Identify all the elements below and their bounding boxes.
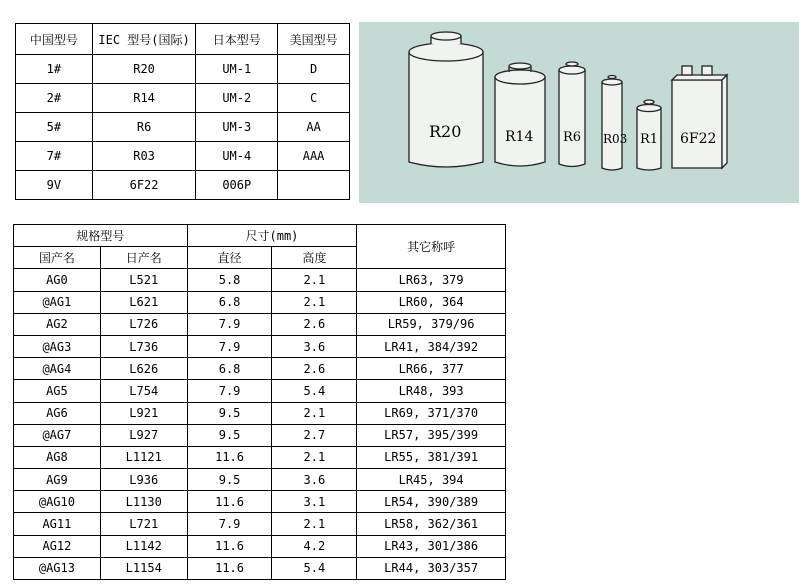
- table-cell: L736: [100, 335, 187, 357]
- battery-model-table-body: [16, 24, 350, 200]
- label-r6: R6: [563, 130, 582, 145]
- label-r14: R14: [505, 129, 534, 145]
- table-row: [16, 113, 350, 142]
- table-cell: C: [278, 84, 350, 113]
- table-cell: UM-4: [196, 142, 278, 171]
- table-cell: 11.6: [187, 446, 272, 468]
- table-cell: 5.8: [187, 269, 272, 291]
- table-cell: AG8: [14, 446, 101, 468]
- table-cell: 2#: [16, 84, 93, 113]
- table-cell: 2.7: [272, 424, 357, 446]
- table-row: [14, 358, 506, 380]
- table-row: [16, 142, 350, 171]
- table-cell: LR59, 379/96: [357, 313, 506, 335]
- table-cell: AAA: [278, 142, 350, 171]
- header-japanese-name: 日产名: [100, 247, 187, 269]
- table-cell: L936: [100, 469, 187, 491]
- table-cell: LR55, 381/391: [357, 446, 506, 468]
- table-row: [14, 269, 506, 291]
- table-cell: R14: [92, 84, 196, 113]
- table-cell: LR66, 377: [357, 358, 506, 380]
- table-cell: 6.8: [187, 291, 272, 313]
- header-japan-model: 日本型号: [196, 24, 278, 55]
- table-cell: AG12: [14, 535, 101, 557]
- header-other-names: 其它称呼: [357, 225, 506, 269]
- table-cell: 5.4: [272, 557, 357, 579]
- header-spec-model: 规格型号: [14, 225, 188, 247]
- table-cell: 2.1: [272, 513, 357, 535]
- table-cell: D: [278, 55, 350, 84]
- table-cell: AA: [278, 113, 350, 142]
- table-cell: 7.9: [187, 313, 272, 335]
- table-cell: 7.9: [187, 513, 272, 535]
- table-row: [14, 557, 506, 579]
- table-cell: 2.1: [272, 291, 357, 313]
- header-iec-model: IEC 型号(国际): [92, 24, 196, 55]
- table-cell: LR41, 384/392: [357, 335, 506, 357]
- table-cell: LR45, 394: [357, 469, 506, 491]
- table-cell: LR58, 362/361: [357, 513, 506, 535]
- table-cell: @AG3: [14, 335, 101, 357]
- table-row: [14, 513, 506, 535]
- table-cell: L726: [100, 313, 187, 335]
- battery-model-table: [15, 23, 350, 200]
- header-china-model: 中国型号: [16, 24, 93, 55]
- table-row: [14, 446, 506, 468]
- table-row: [14, 535, 506, 557]
- table-row: [14, 491, 506, 513]
- table-cell: 7.9: [187, 335, 272, 357]
- table-cell: @AG7: [14, 424, 101, 446]
- table-cell: 9.5: [187, 424, 272, 446]
- table-cell: 3.6: [272, 469, 357, 491]
- table-cell: LR54, 390/389: [357, 491, 506, 513]
- table-cell: AG11: [14, 513, 101, 535]
- table-row: [14, 402, 506, 424]
- header-size: 尺寸(mm): [187, 225, 357, 247]
- table-cell: AG5: [14, 380, 101, 402]
- table-cell: 6.8: [187, 358, 272, 380]
- table-cell: L626: [100, 358, 187, 380]
- table-cell: LR43, 301/386: [357, 535, 506, 557]
- table-cell: L1121: [100, 446, 187, 468]
- table-cell: L621: [100, 291, 187, 313]
- table-cell: L1154: [100, 557, 187, 579]
- header-row: [16, 24, 350, 55]
- table-cell: AG6: [14, 402, 101, 424]
- table-cell: LR60, 364: [357, 291, 506, 313]
- table-row: [14, 469, 506, 491]
- table-cell: 5#: [16, 113, 93, 142]
- table-cell: 7#: [16, 142, 93, 171]
- table-cell: UM-1: [196, 55, 278, 84]
- table-cell: L1130: [100, 491, 187, 513]
- label-r20: R20: [429, 122, 462, 141]
- table-cell: L921: [100, 402, 187, 424]
- table-row: [16, 84, 350, 113]
- table-row: [16, 55, 350, 84]
- table-cell: @AG1: [14, 291, 101, 313]
- table-cell: [278, 171, 350, 200]
- label-6f22: 6F22: [680, 131, 717, 147]
- group-header-row: [14, 225, 506, 247]
- header-us-model: 美国型号: [278, 24, 350, 55]
- table-cell: AG2: [14, 313, 101, 335]
- header-domestic-name: 国产名: [14, 247, 101, 269]
- table-cell: R6: [92, 113, 196, 142]
- table-cell: LR63, 379: [357, 269, 506, 291]
- table-cell: 7.9: [187, 380, 272, 402]
- table-cell: L927: [100, 424, 187, 446]
- table-cell: 006P: [196, 171, 278, 200]
- table-cell: @AG10: [14, 491, 101, 513]
- table-cell: 2.1: [272, 269, 357, 291]
- table-cell: L1142: [100, 535, 187, 557]
- table-cell: 3.1: [272, 491, 357, 513]
- table-cell: 11.6: [187, 535, 272, 557]
- table-cell: @AG13: [14, 557, 101, 579]
- button-cell-spec-table: [13, 224, 506, 580]
- table-cell: 9.5: [187, 469, 272, 491]
- table-cell: 2.6: [272, 313, 357, 335]
- table-row: [14, 335, 506, 357]
- table-cell: L721: [100, 513, 187, 535]
- table-cell: 4.2: [272, 535, 357, 557]
- table-cell: UM-2: [196, 84, 278, 113]
- table-cell: UM-3: [196, 113, 278, 142]
- table-cell: 2.6: [272, 358, 357, 380]
- table-cell: AG9: [14, 469, 101, 491]
- table-row: [14, 313, 506, 335]
- table-cell: R20: [92, 55, 196, 84]
- table-cell: 6F22: [92, 171, 196, 200]
- table-cell: 2.1: [272, 446, 357, 468]
- table-cell: 2.1: [272, 402, 357, 424]
- battery-6f22: [672, 80, 722, 168]
- battery-r03: [602, 82, 622, 170]
- table-row: [14, 380, 506, 402]
- table-cell: 9V: [16, 171, 93, 200]
- table-cell: L521: [100, 269, 187, 291]
- table-cell: 11.6: [187, 557, 272, 579]
- battery-r6: [559, 70, 585, 167]
- label-r03: R03: [603, 132, 628, 146]
- header-height: 高度: [272, 247, 357, 269]
- battery-r20: [409, 52, 483, 167]
- battery-photo: [359, 22, 799, 203]
- table-row: [14, 291, 506, 313]
- table-cell: 5.4: [272, 380, 357, 402]
- table-cell: LR69, 371/370: [357, 402, 506, 424]
- button-cell-spec-table-body: [14, 225, 506, 580]
- table-cell: @AG4: [14, 358, 101, 380]
- table-cell: R03: [92, 142, 196, 171]
- table-cell: 1#: [16, 55, 93, 84]
- table-cell: AG0: [14, 269, 101, 291]
- table-cell: LR44, 303/357: [357, 557, 506, 579]
- table-cell: LR48, 393: [357, 380, 506, 402]
- table-row: [16, 171, 350, 200]
- table-cell: 9.5: [187, 402, 272, 424]
- battery-illustration: [359, 22, 799, 203]
- header-diameter: 直径: [187, 247, 272, 269]
- table-cell: 3.6: [272, 335, 357, 357]
- table-cell: 11.6: [187, 491, 272, 513]
- table-row: [14, 424, 506, 446]
- battery-r14: [495, 77, 545, 166]
- table-cell: LR57, 395/399: [357, 424, 506, 446]
- label-r1: R1: [640, 132, 659, 147]
- table-cell: L754: [100, 380, 187, 402]
